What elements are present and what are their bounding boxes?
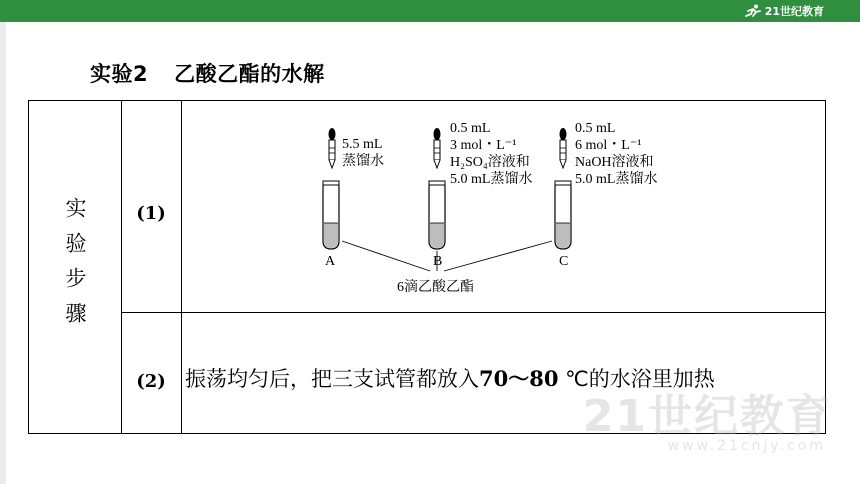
dropper-label-line: 6 mol・L⁻¹: [575, 138, 642, 153]
dropper-label-line: 5.5 mL: [342, 137, 383, 152]
tube-label: A: [325, 254, 336, 269]
temperature-range: 70～80: [479, 366, 559, 391]
section-title: [90, 58, 325, 88]
shared-reagent-label: 6滴乙酸乙酯: [397, 280, 474, 295]
left-rule: [0, 22, 6, 484]
dropper-icon: [434, 128, 441, 168]
apparatus-diagram: [182, 101, 827, 312]
watermark-logo: 21世纪教育: [582, 391, 832, 442]
dropper-label-line: NaOH溶液和: [575, 155, 654, 170]
dropper-label-line: 0.5 mL: [575, 121, 616, 136]
apparatus-svg: [182, 101, 827, 312]
watermark-url: www.21cnjy.com: [667, 438, 826, 454]
row-header-cell: [29, 101, 121, 433]
dropper-label-line: 蒸馏水: [342, 154, 384, 169]
test-tube-b: [429, 121, 532, 269]
step-number: (1): [136, 203, 166, 224]
dropper-label-line: 0.5 mL: [450, 121, 491, 136]
dropper-icon: [329, 128, 336, 168]
connector-lines: [342, 241, 552, 271]
section-heading: 乙酸乙酯的水解: [174, 62, 325, 86]
section-label: 实验2: [90, 62, 149, 86]
brand-logo: [744, 3, 824, 19]
top-bar: [0, 0, 860, 22]
dropper-icon: [560, 128, 567, 168]
step-text-part: 振荡均匀后，把三支试管都放入: [185, 367, 479, 391]
table-divider: [121, 312, 825, 313]
row-header-text: 实验步骤: [63, 197, 87, 337]
tube-label: C: [559, 254, 569, 269]
dropper-label-line: H₂SO₄溶液和: [450, 155, 530, 170]
step-number: (2): [136, 371, 166, 392]
test-tube-a: [323, 128, 384, 269]
dropper-label-line: 5.0 mL蒸馏水: [575, 172, 658, 187]
dropper-label-line: 3 mol・L⁻¹: [450, 138, 517, 153]
tube-label: B: [433, 254, 443, 269]
runner-icon: [744, 4, 762, 18]
test-tube-c: [555, 121, 657, 269]
step-text-part: ℃的水浴里加热: [558, 367, 715, 391]
dropper-label-line: 5.0 mL蒸馏水: [450, 172, 533, 187]
brand-logo-text: 21世纪教育: [764, 5, 824, 18]
